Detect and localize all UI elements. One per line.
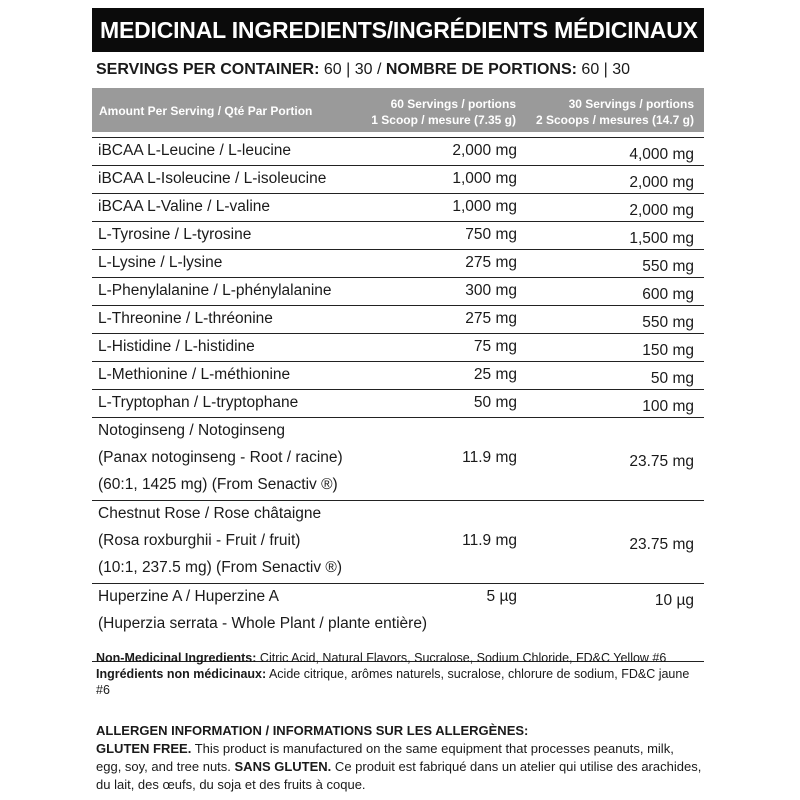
amount-60-servings: 1,000 mg	[452, 170, 517, 187]
amount-30-servings: 600 mg	[642, 286, 694, 303]
header-60-servings-line2: 1 Scoop / mesure (7.35 g)	[371, 113, 516, 127]
amount-60-servings: 300 mg	[465, 282, 517, 299]
non-medicinal-label-en: Non-Medicinal Ingredients:	[96, 651, 257, 665]
amount-30-servings: 100 mg	[642, 398, 694, 415]
non-medicinal-text-fr: Acide citrique, arômes naturels, sucralose, chlorure de sodium, FD&C jaune #6	[96, 667, 690, 697]
amount-60-servings: 750 mg	[465, 226, 517, 243]
panel-title: MEDICINAL INGREDIENTS/INGRÉDIENTS MÉDICINAUX	[92, 8, 704, 52]
amount-60-servings: 25 mg	[473, 366, 517, 383]
sans-gluten-text: Ce produit est fabriqué dans un atelier qui utilise des arachides, du lait, des œufs, du soja et des fruits à coque.	[96, 759, 702, 792]
amount-30-servings: 23.75 mg	[629, 536, 694, 553]
ingredient-name-line: L-Threonine / L-thréonine	[98, 310, 273, 327]
allergen-heading: ALLERGEN INFORMATION / INFORMATIONS SUR LES ALLERGÈNES:	[96, 723, 529, 738]
header-amount-per-serving: Amount Per Serving / Qté Par Portion	[99, 104, 313, 118]
amount-30-servings: 150 mg	[642, 342, 694, 359]
ingredient-row	[92, 277, 704, 305]
amount-60-servings: 75 mg	[473, 338, 517, 355]
amount-60-servings: 275 mg	[465, 254, 517, 271]
amount-30-servings: 2,000 mg	[629, 174, 694, 191]
ingredient-name-line: Huperzine A / Huperzine A	[98, 588, 279, 605]
ingredient-name-line: L-Histidine / L-histidine	[98, 338, 255, 355]
allergen-body	[96, 740, 702, 794]
ingredient-name-line: iBCAA L-Leucine / L-leucine	[98, 142, 292, 159]
amount-30-servings: 4,000 mg	[629, 146, 694, 163]
amount-30-servings: 1,500 mg	[629, 230, 694, 247]
non-medicinal-en	[96, 650, 702, 666]
ingredient-row	[92, 361, 704, 389]
ingredient-name-line: iBCAA L-Isoleucine / L-isoleucine	[98, 170, 327, 187]
servings-label: SERVINGS PER CONTAINER:	[96, 61, 320, 78]
ingredient-row	[92, 389, 704, 417]
ingredient-name-line: (Panax notoginseng - Root / racine)	[98, 449, 343, 466]
amount-60-servings: 1,000 mg	[452, 198, 517, 215]
header-30-servings	[536, 96, 694, 128]
non-medicinal-ingredients	[96, 650, 702, 698]
amount-30-servings: 50 mg	[650, 370, 694, 387]
header-30-servings-line1: 30 Servings / portions	[568, 97, 694, 111]
amount-30-servings: 10 µg	[654, 592, 694, 609]
gluten-free-label: GLUTEN FREE.	[96, 741, 192, 756]
amount-30-servings: 550 mg	[642, 314, 694, 331]
ingredient-row	[92, 249, 704, 277]
servings-value-fr: 60 | 30	[576, 61, 631, 78]
amount-60-servings: 11.9 mg	[462, 449, 517, 466]
header-30-servings-line2: 2 Scoops / mesures (14.7 g)	[535, 113, 694, 127]
servings-label-fr: NOMBRE DE PORTIONS:	[385, 61, 577, 78]
ingredient-name-line: (Huperzia serrata - Whole Plant / plante entière)	[98, 615, 428, 632]
ingredient-name-line: L-Tyrosine / L-tyrosine	[98, 226, 252, 243]
ingredient-row	[92, 221, 704, 249]
non-medicinal-text-en: Citric Acid, Natural Flavors, Sucralose, Sodium Chloride, FD&C Yellow #6	[256, 651, 667, 665]
ingredient-name-line: L-Lysine / L-lysine	[98, 254, 223, 271]
amount-60-servings: 50 mg	[473, 394, 517, 411]
ingredient-row	[92, 305, 704, 333]
amount-30-servings: 2,000 mg	[629, 202, 694, 219]
servings-value: 60 | 30 /	[319, 61, 386, 78]
non-medicinal-fr	[96, 666, 702, 698]
amount-30-servings: 23.75 mg	[629, 453, 694, 470]
ingredient-name-line: L-Tryptophan / L-tryptophane	[98, 394, 299, 411]
amount-60-servings: 5 µg	[486, 588, 517, 605]
table-header	[92, 88, 704, 132]
amount-60-servings: 2,000 mg	[452, 142, 517, 159]
header-60-servings	[371, 96, 516, 128]
ingredient-name-line: Chestnut Rose / Rose châtaigne	[98, 505, 322, 522]
header-60-servings-line1: 60 Servings / portions	[390, 97, 516, 111]
ingredient-name-line: L-Phenylalanine / L-phénylalanine	[98, 282, 332, 299]
supplement-facts-panel	[82, 0, 718, 800]
ingredient-name-line: L-Methionine / L-méthionine	[98, 366, 291, 383]
gluten-free-text: This product is manufactured on the same equipment that processes peanuts, milk, egg, soy, and tree nuts.	[96, 741, 674, 774]
ingredients-table	[92, 137, 704, 663]
ingredient-row	[92, 165, 704, 193]
amount-30-servings: 550 mg	[642, 258, 694, 275]
ingredient-name-line: (Rosa roxburghii - Fruit / fruit)	[98, 532, 301, 549]
ingredient-name-line: (60:1, 1425 mg) (From Senactiv ®)	[98, 476, 338, 493]
allergen-information	[96, 722, 702, 794]
ingredient-name-line: iBCAA L-Valine / L-valine	[98, 198, 271, 215]
ingredient-name-line: Notoginseng / Notoginseng	[98, 422, 285, 439]
ingredient-row	[92, 137, 704, 165]
non-medicinal-label-fr: Ingrédients non médicinaux:	[96, 667, 267, 681]
ingredient-row	[92, 333, 704, 361]
ingredient-row	[92, 193, 704, 221]
sans-gluten-label: SANS GLUTEN.	[234, 759, 332, 774]
ingredient-name-line: (10:1, 237.5 mg) (From Senactiv ®)	[98, 559, 343, 576]
ingredient-row	[92, 417, 704, 500]
amount-60-servings: 11.9 mg	[462, 532, 517, 549]
servings-per-container	[96, 61, 630, 79]
ingredient-row	[92, 500, 704, 583]
amount-60-servings: 275 mg	[465, 310, 517, 327]
